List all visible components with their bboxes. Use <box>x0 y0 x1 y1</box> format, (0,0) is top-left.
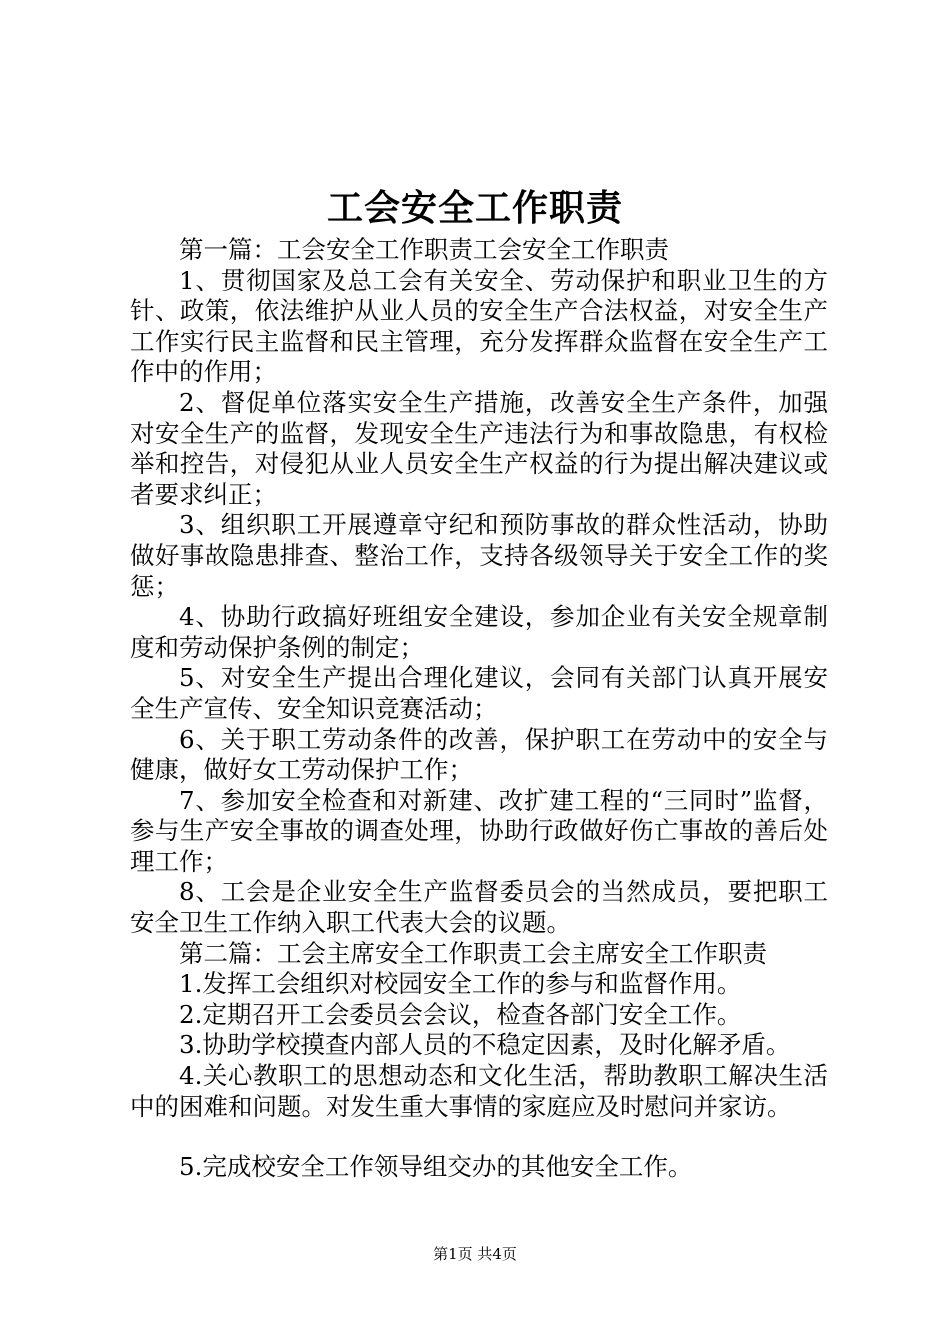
section1-item-8: 8、工会是企业安全生产监督委员会的当然成员，要把职工安全卫生工作纳入职工代表大会的议题。 <box>130 877 828 938</box>
section1-item-2: 2、督促单位落实安全生产措施，改善安全生产条件，加强对安全生产的监督，发现安全生产违法行为和事故隐患，有权检举和控告，对侵犯从业人员安全生产权益的行为提出解决建议或者要求纠正； <box>130 387 828 509</box>
section1-item-4: 4、协助行政搞好班组安全建设，参加企业有关安全规章制度和劳动保护条例的制定； <box>130 602 828 662</box>
section1-item-5: 5、对安全生产提出合理化建议，会同有关部门认真开展安全生产宣传、安全知识竞赛活动； <box>130 663 828 723</box>
section2-item-3: 3.协助学校摸查内部人员的不稳定因素，及时化解矛盾。 <box>179 1030 791 1060</box>
section2-item-5: 5.完成校安全工作领导组交办的其他安全工作。 <box>179 1152 693 1182</box>
section2-item-1: 1.发挥工会组织对校园安全工作的参与和监督作用。 <box>179 969 742 999</box>
document-title: 工会安全工作职责 <box>326 187 623 229</box>
section1-item-1: 1、贯彻国家及总工会有关安全、劳动保护和职业卫生的方针、政策，依法维护从业人员的安全生产合法权益，对安全生产工作实行民主监督和民主管理，充分发挥群众监督在安全生产工作中的作用； <box>130 265 828 387</box>
section2-item-2: 2.定期召开工会委员会会议，检查各部门安全工作。 <box>179 999 742 1029</box>
section1-item-7: 7、参加安全检查和对新建、改扩建工程的“三同时”监督，参与生产安全事故的调查处理，协助行政做好伤亡事故的善后处理工作； <box>130 785 828 876</box>
document-body <box>130 235 828 1183</box>
section1-item-3: 3、组织职工开展遵章守纪和预防事故的群众性活动，协助做好事故隐患排查、整治工作，支持各级领导关于安全工作的奖惩； <box>130 510 828 601</box>
section1-item-6: 6、关于职工劳动条件的改善，保护职工在劳动中的安全与健康，做好女工劳动保护工作； <box>130 724 828 785</box>
section2-item-4: 4.关心教职工的思想动态和文化生活，帮助教职工解决生活中的困难和问题。对发生重大事情的家庭应及时慰问并家访。 <box>130 1061 828 1121</box>
section1-heading: 第一篇：工会安全工作职责工会安全工作职责 <box>179 235 669 264</box>
section2-heading: 第二篇：工会主席安全工作职责工会主席安全工作职责 <box>179 938 767 968</box>
page-footer: 第1页 共4页 <box>433 1245 517 1263</box>
